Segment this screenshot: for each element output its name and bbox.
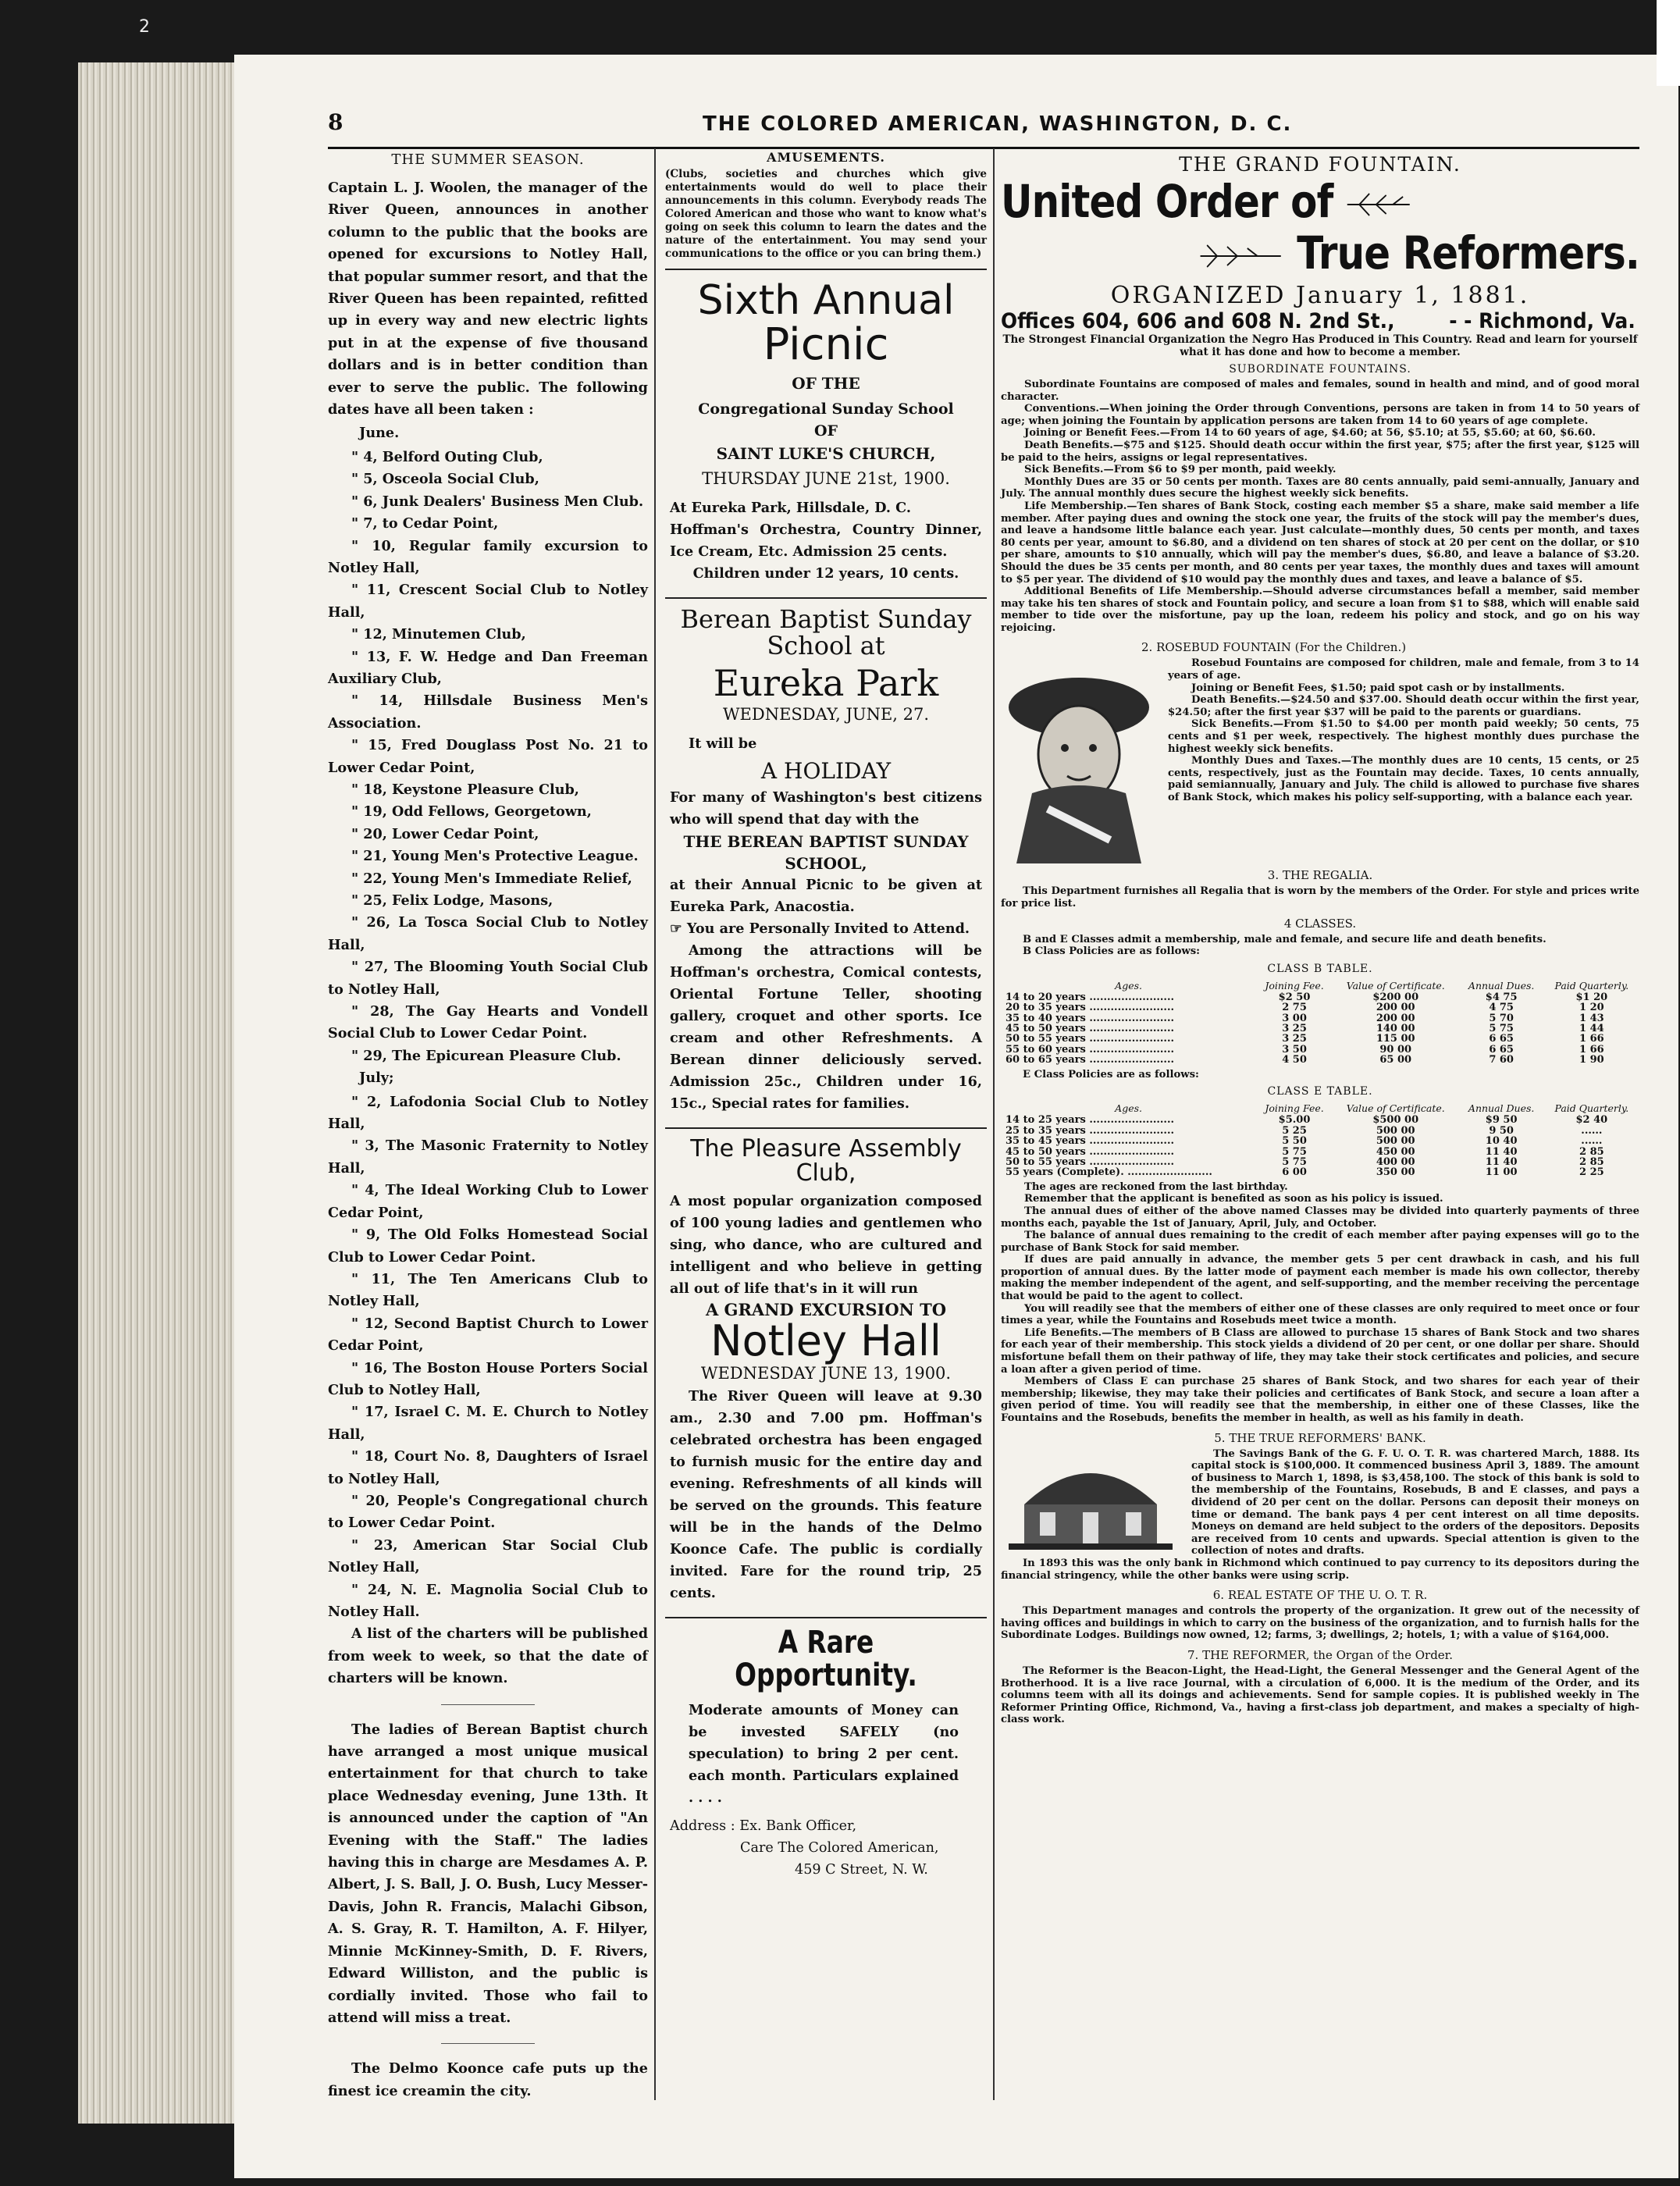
classes-intro: B and E Classes admit a membership, male and female, and secure life and death benefits. [1023,933,1547,945]
list-item: " 27, The Blooming Youth Social Club to Notley Hall, [328,959,648,998]
picnic-cong: Congregational Sunday School [698,401,954,418]
list-item: Sick Benefits.—From $1.50 to $4.00 per month paid weekly; 50 cents, 75 cents and $1 per week, respectively. The highest monthly dues purchase the highest weekly sick benefits. [1168,718,1639,755]
table-cell: 400 00 [1376,1155,1415,1168]
list-item: " 28, The Gay Hearts and Vondell Social Club to Lower Cedar Point. [328,1003,648,1042]
list-item: " 19, Odd Fellows, Georgetown, [351,803,592,821]
table-header-cell: Paid Quarterly. [1554,1102,1629,1115]
divider [441,2043,535,2044]
table-cell: 11 00 [1485,1166,1518,1179]
bank-building-illustration [1001,1450,1180,1551]
estate-text: This Department manages and controls the property of the organization. It grew out of the necessity of having offices and buildings in which to carry on the business of the organization, and to furnish halls for the Subordinate Lodges. Buildings now owned, 12; farms, 3; dwellings, 2; hotels, 1; with a value of $164,000. [1001,1605,1639,1642]
rare-address-3: 459 C Street, N. W. [795,1861,928,1878]
table-cell: 55 years (Complete). ........................ [1006,1166,1212,1179]
table-cell: 90 00 [1379,1043,1412,1056]
list-item: " 18, Court No. 8, Daughters of Israel to Notley Hall, [328,1448,648,1487]
column-rule [654,148,656,2100]
list-item: Subordinate Fountains are composed of males and females, sound in health and mind, and of good moral character. [1001,379,1639,403]
rare-title: A Rare Opportunity. [735,1624,917,1693]
berean-date: WEDNESDAY, JUNE, 27. [722,704,930,724]
list-item: " 9, The Old Folks Homestead Social Club to Lower Cedar Point. [328,1227,648,1266]
table-cell: 1 44 [1579,1023,1604,1035]
list-item: " 2, Lafodonia Social Club to Notley Hall, [328,1093,648,1133]
list-item: " 16, The Boston House Porters Social Club to Notley Hall, [328,1359,648,1398]
table-cell: 11 40 [1485,1145,1518,1158]
table-cell: 2 85 [1579,1145,1604,1158]
table-cell: 500 00 [1376,1135,1415,1148]
table-cell: $2 50 [1278,991,1311,1003]
july-label: July; [359,1070,394,1087]
table-row [1001,1034,1639,1044]
list-item: " 20, People's Congregational church to Lower Cedar Point. [328,1492,648,1532]
berean-it-will: It will be [689,735,757,752]
table-cell: 25 to 35 years ........................ [1006,1124,1174,1137]
list-item: " 4, The Ideal Working Club to Lower Cedar Point, [328,1182,648,1221]
table-row [1001,1147,1639,1157]
table-header-cell: Value of Certificate. [1346,979,1445,992]
list-item: " 11, The Ten Americans Club to Notley Hall, [328,1270,648,1310]
table-cell: 1 43 [1579,1012,1604,1024]
table-cell: 10 40 [1485,1135,1518,1148]
list-item: " 20, Lower Cedar Point, [351,825,539,842]
page-number: 8 [328,109,343,135]
order-intro: The Strongest Financial Organization the Negro Has Produced in This Country. Read and learn for yourself what it has done and how to become a member. [1002,333,1638,358]
table-cell: 1 66 [1579,1043,1604,1056]
table-row [1001,1002,1639,1013]
table-header-row [1001,980,1639,992]
berean-annual: at their Annual Picnic to be given at Eureka Park, Anacostia. [670,876,982,915]
table-header-cell: Annual Dues. [1468,979,1535,992]
amusements-heading: AMUSEMENTS. [767,150,885,165]
list-item: " 18, Keystone Pleasure Club, [351,781,579,798]
list-item: Sick Benefits.—From $6 to $9 per month, paid weekly. [1024,464,1337,476]
list-item: Monthly Dues and Taxes.—The monthly dues are 10 cents, 15 cents, or 25 cents, respectively, just as the Fountain may decide. Taxes, 10 cents annually, paid semiannually, January and July. The child is allowed to purchase five shares of Bank Stock, which makes his policy self-supporting, with a balance each year. [1168,755,1639,803]
table-cell: 1 90 [1579,1054,1604,1066]
list-item: Life Benefits.—The members of B Class are allowed to purchase 15 shares of Bank Stock and two shares for each year of their membership. This stock yields a dividend of 20 per cent, or one dollar per share. Should misfortune befall them on their pathway of life, they may take their stock certificates and policies, and secure a loan after a given period of time. [1001,1326,1639,1376]
table-cell: $200 00 [1372,991,1419,1003]
list-item: " 3, The Masonic Fraternity to Notley Hall, [328,1138,648,1177]
table-cell: 5 75 [1282,1155,1307,1168]
column-summer-season [328,148,648,2099]
list-item: " 11, Crescent Social Club to Notley Hall, [328,582,648,621]
picnic-music: Hoffman's Orchestra, Country Dinner, Ice Cream, Etc. Admission 25 cents. [670,522,982,561]
subordinate-heading: SUBORDINATE FOUNTAINS. [1229,363,1411,376]
table-cell: 60 to 65 years ........................ [1006,1054,1174,1066]
table-cell: 4 50 [1282,1054,1307,1066]
table-cell: $500 00 [1372,1114,1419,1127]
summer-intro: Captain L. J. Woolen, the manager of the River Queen, announces in another column to the public that the books are opened for excursions to Notley Hall, that popular summer resort, and that the River Queen has been repainted, refitted up in every way and new electric lights put in at the expense of five thousand dollars and is in better condition than ever to serve the public. The following dates have all been taken : [328,180,648,418]
table-cell: 7 60 [1489,1054,1514,1066]
table-cell: 14 to 25 years ........................ [1006,1114,1174,1127]
list-item: " 5, Osceola Social Club, [351,471,539,488]
list-item: The balance of annual dues remaining to the credit of each member after paying expenses will go to the purchase of Bank Stock for said member. [1001,1230,1639,1254]
united-order-text: United Order of [1001,175,1333,228]
list-item: " 15, Fred Douglass Post No. 21 to Lower Cedar Point, [328,737,648,776]
table-cell: $2 40 [1575,1114,1608,1127]
b-class-policies: B Class Policies are as follows: [1023,945,1201,958]
list-item: " 24, N. E. Magnolia Social Club to Notley Hall. [328,1581,648,1620]
organized-date: ORGANIZED January 1, 1881. [1110,282,1530,309]
table-cell: 45 to 50 years ........................ [1006,1145,1174,1158]
pleasure-body: A most popular organization composed of 100 young ladies and gentlemen who sing, who dance, who are cultured and intelligent and who believe in getting all out of life that's in it will run [670,1192,982,1297]
table-cell: 4 75 [1489,1002,1514,1014]
berean-title: Berean Baptist Sunday School at [680,604,972,660]
berean-holiday: A HOLIDAY [760,757,892,784]
table-cell: 2 85 [1579,1155,1604,1168]
list-item: " 6, Junk Dealers' Business Men Club. [351,493,644,510]
corner-number: 2 [139,17,150,37]
table-cell: 140 00 [1376,1023,1415,1035]
table-row [1001,1013,1639,1024]
true-reformers-text: True Reformers. [1297,226,1639,279]
table-row [1001,1126,1639,1136]
june-dates [328,447,648,1067]
table-cell: $9 50 [1485,1114,1518,1127]
delmo-cafe-note: The Delmo Koonce cafe puts up the finest ice creamin the city. [328,2060,648,2099]
offices-line [1001,309,1636,333]
list-item: " 12, Second Baptist Church to Lower Cedar Point, [328,1315,648,1355]
reformer-text: The Reformer is the Beacon-Light, the Head-Light, the General Messenger and the General Agent of the Brotherhood. It is a live race Journal, with a circulation of 6,000. It is the medium of the Order, and its columns teem with all its doings and achievements. Send for sample copies. It is published weekly in The Reformer Printing Office, Richmond, Va., having a first-class job department, and makes a specialty of high-class work. [1001,1664,1639,1726]
list-item: Monthly Dues are 35 or 50 cents per month. Taxes are 80 cents annually, paid semi-annually, January and July. The annual monthly dues secure the highest weekly sick benefits. [1001,475,1639,500]
table-header-row [1001,1102,1639,1115]
table-cell: 350 00 [1376,1166,1415,1179]
picnic-of-2: OF [813,422,838,440]
list-item: Death Benefits.—$75 and $125. Should death occur within the first year, $75; after the first year, $125 will be paid to the heirs, assigns or legal representatives. [1001,439,1639,464]
picnic-title-1: Sixth Annual [697,277,955,324]
list-item: Additional Benefits of Life Membership.—Should adverse circumstances befall a member, said member may take his ten shares of stock and Fountain policy, and secure a loan from $1 to $88, which will enable said member to tide over the misfortune, pay up the loan, redeem his policy and stock, and go on his way rejoicing. [1001,586,1639,634]
class-b-title: CLASS B TABLE. [1267,962,1373,975]
page-content [328,94,1639,2155]
table-cell: ...... [1581,1124,1603,1137]
table-cell: 35 to 45 years ........................ [1006,1135,1174,1148]
table-row [1001,1136,1639,1146]
table-header-cell: Joining Fee. [1265,979,1324,992]
bank-text-2: In 1893 this was the only bank in Richmond which continued to pay currency to its depositors during the financial stringency, while the other banks were using scrip. [1001,1557,1639,1582]
column-rule [993,148,995,2100]
e-class-policies: E Class Policies are as follows: [1023,1068,1199,1081]
amusements-note: (Clubs, societies and churches which give entertainments would do well to place their announcements in this column. Everybody reads The Colored American and those who want to know what's going on seek this column to learn the dates and the nature of the entertainment. You may send your communications to the office or you can bring them.) [665,168,987,260]
table-cell: 65 00 [1379,1054,1412,1066]
edge-tab [1657,0,1680,86]
table-row [1001,1055,1639,1065]
table-cell: 9 50 [1489,1124,1514,1137]
berean-ladies-article: The ladies of Berean Baptist church have arranged a most unique musical entertainment for that church to take place Wednesday evening, June 13th. It is announced under the caption of "An Evening with the Staff." The ladies having this in charge are Mesdames A. P. Albert, J. S. Ball, J. O. Bush, Lucy Messer-Davis, John R. Francis, Malachi Gibson, A. S. Gray, R. T. Hamilton, A. F. Hilyer, Minnie McKinney-Smith, D. F. Rivers, Edward Williston, and the public is cordially invited. Those who fail to attend will miss a treat. [328,1721,648,2026]
rare-address-2: Care The Colored American, [740,1839,939,1856]
table-header-cell: Ages. [1115,979,1142,992]
table-cell: 5 75 [1282,1145,1307,1158]
list-item: The ages are reckoned from the last birthday. [1024,1180,1288,1193]
table-cell: 3 25 [1282,1023,1307,1035]
list-item: " 22, Young Men's Immediate Relief, [351,870,632,887]
table-cell: 115 00 [1376,1033,1415,1045]
picnic-church: SAINT LUKE'S CHURCH, [716,444,936,464]
list-item: " 25, Felix Lodge, Masons, [351,892,553,909]
class-notes [1001,1181,1639,1425]
table-header-cell: Joining Fee. [1265,1102,1324,1115]
list-item: " 21, Young Men's Protective League. [351,848,639,865]
table-cell: 5 25 [1282,1124,1307,1137]
table-cell: 5 70 [1489,1012,1514,1024]
table-cell: 5 50 [1282,1135,1307,1148]
column-true-reformers [1001,148,1639,2131]
offices-city: - - Richmond, Va. [1449,309,1636,333]
list-item: " 14, Hillsdale Business Men's Association. [328,692,648,732]
child-portrait-illustration [1001,660,1157,863]
regalia-text: This Department furnishes all Regalia that is worn by the members of the Order. For style and prices write for price list. [1001,885,1639,910]
rare-opportunity-ad [665,1617,987,1887]
bank-heading: 5. THE TRUE REFORMERS' BANK. [1214,1430,1426,1445]
table-cell: 45 to 50 years ........................ [1006,1023,1174,1035]
table-cell: 2 75 [1282,1002,1307,1014]
offices-address: Offices 604, 606 and 608 N. 2nd St., [1001,309,1395,333]
list-item: Joining or Benefit Fees, $1.50; paid spot cash or by installments. [1191,682,1565,694]
list-item: " 4, Belford Outing Club, [351,448,543,465]
true-reformers-title [1091,227,1639,279]
list-item: " 17, Israel C. M. E. Church to Notley Hall, [328,1404,648,1443]
list-item: " 10, Regular family excursion to Notley Hall, [328,537,648,576]
subordinate-paragraphs [1001,379,1639,634]
pleasure-date: WEDNESDAY JUNE 13, 1900. [700,1363,952,1383]
picnic-of: OF THE [792,374,860,393]
list-item: Rosebud Fountains are composed for children, male and female, from 3 to 14 years of age. [1168,657,1639,682]
pleasure-club-ad [665,1127,987,1611]
grand-fountain-heading: THE GRAND FOUNTAIN. [1179,153,1461,176]
branch-ornament-icon [1197,240,1284,272]
table-cell: 1 66 [1579,1033,1604,1045]
list-item: If dues are paid annually in advance, the member gets 5 per cent drawback in cash, and his full proportion of annual dues. By the latter mode of payment each member is made his own collector, thereby making the member independent of the agent, and self-supporting, and the member receiving the percentage that would be paid to the agent to collect. [1001,1254,1639,1303]
rare-address-1: Address : Ex. Bank Officer, [670,1818,857,1834]
july-dates [328,1091,648,1624]
scan-border [0,0,78,2186]
bank-text: The Savings Bank of the G. F. U. O. T. R. was chartered March, 1888. Its capital stock is $100,000. It commenced business April 3, 1889. The amount of business to March 1, 1898, is $3,458,100. The stock of this bank is sold to the membership of the Fountains, Rosebuds, B and E classes, and pays a dividend of 20 per cent on the dollar. Persons can deposit their moneys on time or demand. The bank pays 4 per cent interest on all time deposits. Moneys on demand are held subject to the orders of the depositors. Deposits are received from 10 cents and upwards. Special attention is given to the collection of notes and drafts. [1191,1447,1639,1558]
table-cell: $4 75 [1485,991,1518,1003]
reformer-heading: 7. THE REFORMER, the Organ of the Order. [1187,1647,1453,1662]
table-cell: 500 00 [1376,1124,1415,1137]
table-cell: 3 50 [1282,1043,1307,1056]
list-item: You will readily see that the members of either one of these classes are only required to meet once or four times a year, while the Fountains and Rosebuds meet twice a month. [1001,1302,1639,1327]
table-cell: 200 00 [1376,1002,1415,1014]
table-cell: 11 40 [1485,1155,1518,1168]
table-cell: 1 20 [1579,1002,1604,1014]
regalia-heading: 3. THE REGALIA. [1267,868,1373,883]
table-header-cell: Annual Dues. [1468,1102,1535,1115]
list-item: Life Membership.—Ten shares of Bank Stock, costing each member $5 a share, make said member a life member. After paying dues and owning the stock one year, the fruits of the stock will pay the member's dues, and leave a handsome little balance each year. Just calculate—monthly dues, 50 cents per month, and taxes 80 cents per year, amount to $6.80, and a dividend on ten shares of stock at 20 per cent on the dollar, or $10 per share, amounts to $10 annually, which will pay the member's dues, $6.80, and leave a balance of $3.20. Should the dues be 35 cents per month, and 80 cents per year taxes, the monthly dues and taxes will amount to $5 per year. The dividend of $10 would pay the monthly dues and taxes, and leave a balance of $5. [1001,500,1639,586]
list-item: " 26, La Tosca Social Club to Notley Hall, [328,914,648,953]
list-item: " 13, F. W. Hedge and Dan Freeman Auxiliary Club, [328,648,648,687]
class-e-title: CLASS E TABLE. [1267,1085,1373,1098]
summer-season-heading: THE SUMMER SEASON. [391,151,585,168]
column-amusements [665,148,987,2077]
table-row [1001,1115,1639,1125]
pleasure-excursion: A GRAND EXCURSION TO [705,1299,947,1319]
list-item: Joining or Benefit Fees.—From 14 to 60 years of age, $4.60; at 56, $5.10; at 55, $5.60; at 60, $6.60. [1024,427,1596,440]
berean-school: THE BEREAN BAPTIST SUNDAY SCHOOL, [683,831,969,873]
masthead-title: THE COLORED AMERICAN, WASHINGTON, D. C. [703,112,1293,136]
table-cell: 5 75 [1489,1023,1514,1035]
picnic-place: At Eureka Park, Hillsdale, D. C. [670,500,911,517]
masthead [328,109,1639,141]
united-order-title [1001,176,1550,227]
table-row [1001,1157,1639,1167]
picnic-children: Children under 12 years, 10 cents. [692,565,959,582]
list-item: The annual dues of either of the above named Classes may be divided into quarterly payments of three months each, payable the 1st of January, April, July, and October. [1001,1205,1639,1230]
list-item: Members of Class E can purchase 25 shares of Bank Stock, and two shares for each year of their membership; likewise, they may take their policies and certificates of Bank Stock, and secure a loan after a given period of time. You will readily see that the membership, in either one of these Classes, like the Fountains and the Rosebuds, benefits the member in health, as well as his family in death. [1001,1376,1639,1424]
pleasure-title: The Pleasure Assembly Club, [690,1134,962,1187]
list-item: Conventions.—When joining the Order through Conventions, persons are taken in from 14 to 50 years of age; when joining the Fountain by application persons are taken from 14 to 60 years of age complete. [1001,403,1639,427]
table-cell: 35 to 40 years ........................ [1006,1012,1174,1024]
picnic-date: THURSDAY JUNE 21st, 1900. [702,469,950,489]
table-cell: 50 to 55 years ........................ [1006,1033,1174,1045]
table-header-cell: Value of Certificate. [1346,1102,1445,1115]
table-cell: 14 to 20 years ........................ [1006,991,1174,1003]
table-row [1001,1024,1639,1034]
berean-attractions: Among the attractions will be Hoffman's orchestra, Comical contests, Oriental Fortune Teller, shooting gallery, croquet and other sports. Ice cream and other Refreshments. A Berean dinner deliciously served. Admission 25c., Children under 16, 15c., Special rates for families. [670,942,982,1112]
table-cell: 50 to 55 years ........................ [1006,1155,1174,1168]
divider [441,1704,535,1705]
table-cell: 3 25 [1282,1033,1307,1045]
rosebud-heading: 2. ROSEBUD FOUNTAIN (For the Children.) [1141,640,1407,655]
charters-note: A list of the charters will be published from week to week, so that the date of charters will be known. [328,1625,648,1687]
table-cell: 6 65 [1489,1043,1514,1056]
berean-invited: ☞ You are Personally Invited to Attend. [670,920,970,937]
table-cell: 200 00 [1376,1012,1415,1024]
june-label: June. [359,425,400,442]
table-row [1001,1167,1639,1177]
branch-ornament-icon [1346,189,1413,220]
table-cell: 20 to 35 years ........................ [1006,1002,1174,1014]
estate-heading: 6. REAL ESTATE OF THE U. O. T. R. [1212,1588,1428,1603]
table-row [1001,1045,1639,1055]
table-cell: 55 to 60 years ........................ [1006,1043,1174,1056]
table-cell: 450 00 [1376,1145,1415,1158]
list-item: Death Benefits.—$24.50 and $37.00. Should death occur within the first year, $24.50; after the first year $37 will be paid to the parents or guardians. [1168,694,1639,718]
table-cell: 2 25 [1579,1166,1604,1179]
rare-body: Moderate amounts of Money can be invested SAFELY (no speculation) to bring 2 per cent. each month. Particulars explained . . . . [689,1701,959,1806]
table-cell: 3 00 [1282,1012,1307,1024]
book-binding [78,62,242,2124]
class-e-table [1001,1102,1639,1177]
table-cell: $5.00 [1278,1114,1311,1127]
table-cell: ...... [1581,1135,1603,1148]
table-header-cell: Ages. [1115,1102,1142,1115]
picnic-ad [665,269,987,591]
list-item: " 12, Minutemen Club, [351,626,526,643]
table-cell: $1 20 [1575,991,1608,1003]
berean-picnic-ad [665,597,987,1120]
table-cell: 6 65 [1489,1033,1514,1045]
berean-for: For many of Washington's best citizens who will spend that day with the [670,789,982,828]
classes-heading: 4 CLASSES. [1283,916,1357,931]
pleasure-details: The River Queen will leave at 9.30 am., 2.30 and 7.00 pm. Hoffman's celebrated orchestra has been engaged to furnish music for the entire day and evening. Refreshments of all kinds will be served on the grounds. This feature will be in the hands of the Delmo Koonce Cafe. The public is cordially invited. Fare for the round trip, 25 cents. [670,1387,982,1601]
table-row [1001,992,1639,1002]
class-b-table [1001,980,1639,1066]
list-item: Remember that the applicant is benefited as soon as his policy is issued. [1024,1193,1443,1205]
picnic-title-2: Picnic [763,319,889,370]
eureka-park-title: Eureka Park [713,661,939,704]
notley-hall-title: Notley Hall [710,1316,941,1365]
list-item: " 23, American Star Social Club Notley Hall, [328,1536,648,1576]
table-header-cell: Paid Quarterly. [1554,979,1629,992]
list-item: " 29, The Epicurean Pleasure Club. [351,1047,621,1064]
list-item: " 7, to Cedar Point, [351,515,499,532]
table-cell: 6 00 [1282,1166,1307,1179]
